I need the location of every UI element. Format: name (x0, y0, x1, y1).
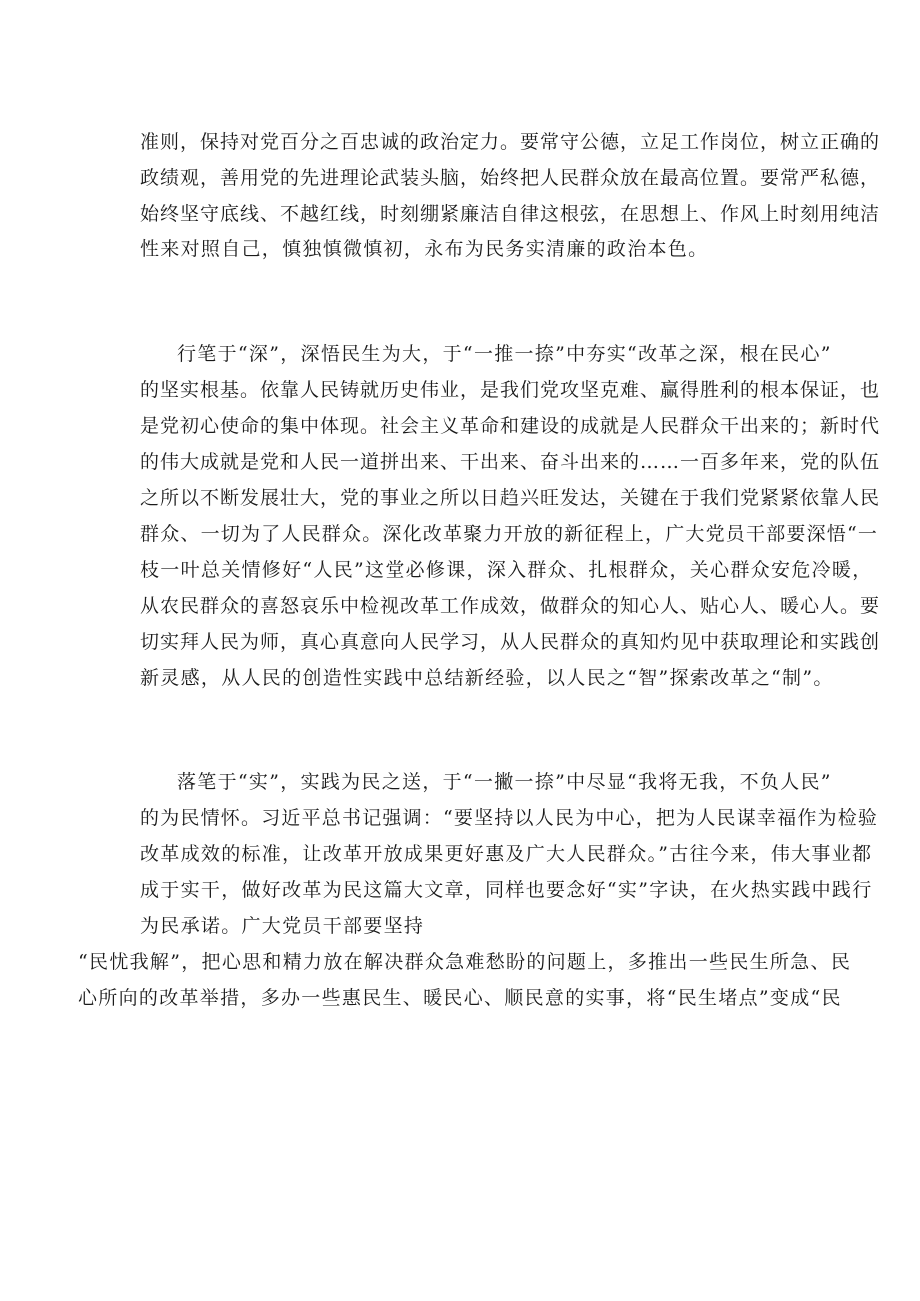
text-line: 是党初心使命的集中体现。社会主义革命和建设的成就是人民群众干出来的；新时代 (140, 415, 881, 437)
text-line: 从农民群众的喜怒哀乐中检视改革工作成效，做群众的知心人、贴心人、暖心人。要 (140, 595, 881, 617)
text-line: 之所以不断发展壮大，党的事业之所以日趋兴旺发达，关键在于我们党紧紧依靠人民 (140, 487, 881, 509)
text-line: 枝一叶总关情修好“人民”这堂必修课，深入群众、扎根群众，关心群众安危冷暖， (140, 559, 873, 581)
text-line: 改革成效的标准，让改革开放成果更好惠及广大人民群众。”古往今来，伟大事业都 (140, 843, 873, 865)
text-line: 的坚实根基。依靠人民铸就历史伟业，是我们党攻坚克难、赢得胜利的根本保证，也 (140, 379, 881, 401)
text-line: 政绩观，善用党的先进理论武装头脑，始终把人民群众放在最高位置。要常严私德， (140, 167, 881, 189)
text-line: 落笔于“实”，实践为民之送，于“一撇一捺”中尽显“我将无我，不负人民” (177, 771, 832, 793)
text-line: 的为民情怀。习近平总书记强调：“要坚持以人民为中心，把为人民谋幸福作为检验 (140, 807, 879, 829)
text-line: 为民承诺。广大党员干部要坚持 (140, 915, 425, 937)
text-line: 心所向的改革举措，多办一些惠民生、暖民心、顺民意的实事，将“民生堵点”变成“民 (78, 987, 842, 1009)
text-line: 准则，保持对党百分之百忠诚的政治定力。要常守公德，立足工作岗位，树立正确的 (140, 131, 881, 153)
text-line: 成于实干，做好改革为民这篇大文章，同样也要念好“实”字诀，在火热实践中践行 (140, 879, 873, 901)
text-line: “民忧我解”，把心思和精力放在解决群众急难愁盼的问题上，多推出一些民生所急、民 (78, 951, 852, 973)
text-line: 的伟大成就是党和人民一道拼出来、干出来、奋斗出来的……一百多年来，党的队伍 (140, 451, 881, 473)
text-line: 新灵感，从人民的创造性实践中总结新经验，以人民之“智”探索改革之“制”。 (140, 667, 834, 689)
text-line: 性来对照自己，慎独慎微慎初，永布为民务实清廉的政治本色。 (140, 238, 709, 260)
text-line: 行笔于“深”，深悟民生为大，于“一推一捺”中夯实“改革之深，根在民心” (177, 343, 832, 365)
text-line: 切实拜人民为师，真心真意向人民学习，从人民群众的真知灼见中获取理论和实践创 (140, 631, 881, 653)
text-line: 始终坚守底线、不越红线，时刻绷紧廉洁自律这根弦，在思想上、作风上时刻用纯洁 (140, 203, 881, 225)
text-line: 群众、一切为了人民群众。深化改革聚力开放的新征程上，广大党员干部要深悟“一 (140, 523, 879, 545)
